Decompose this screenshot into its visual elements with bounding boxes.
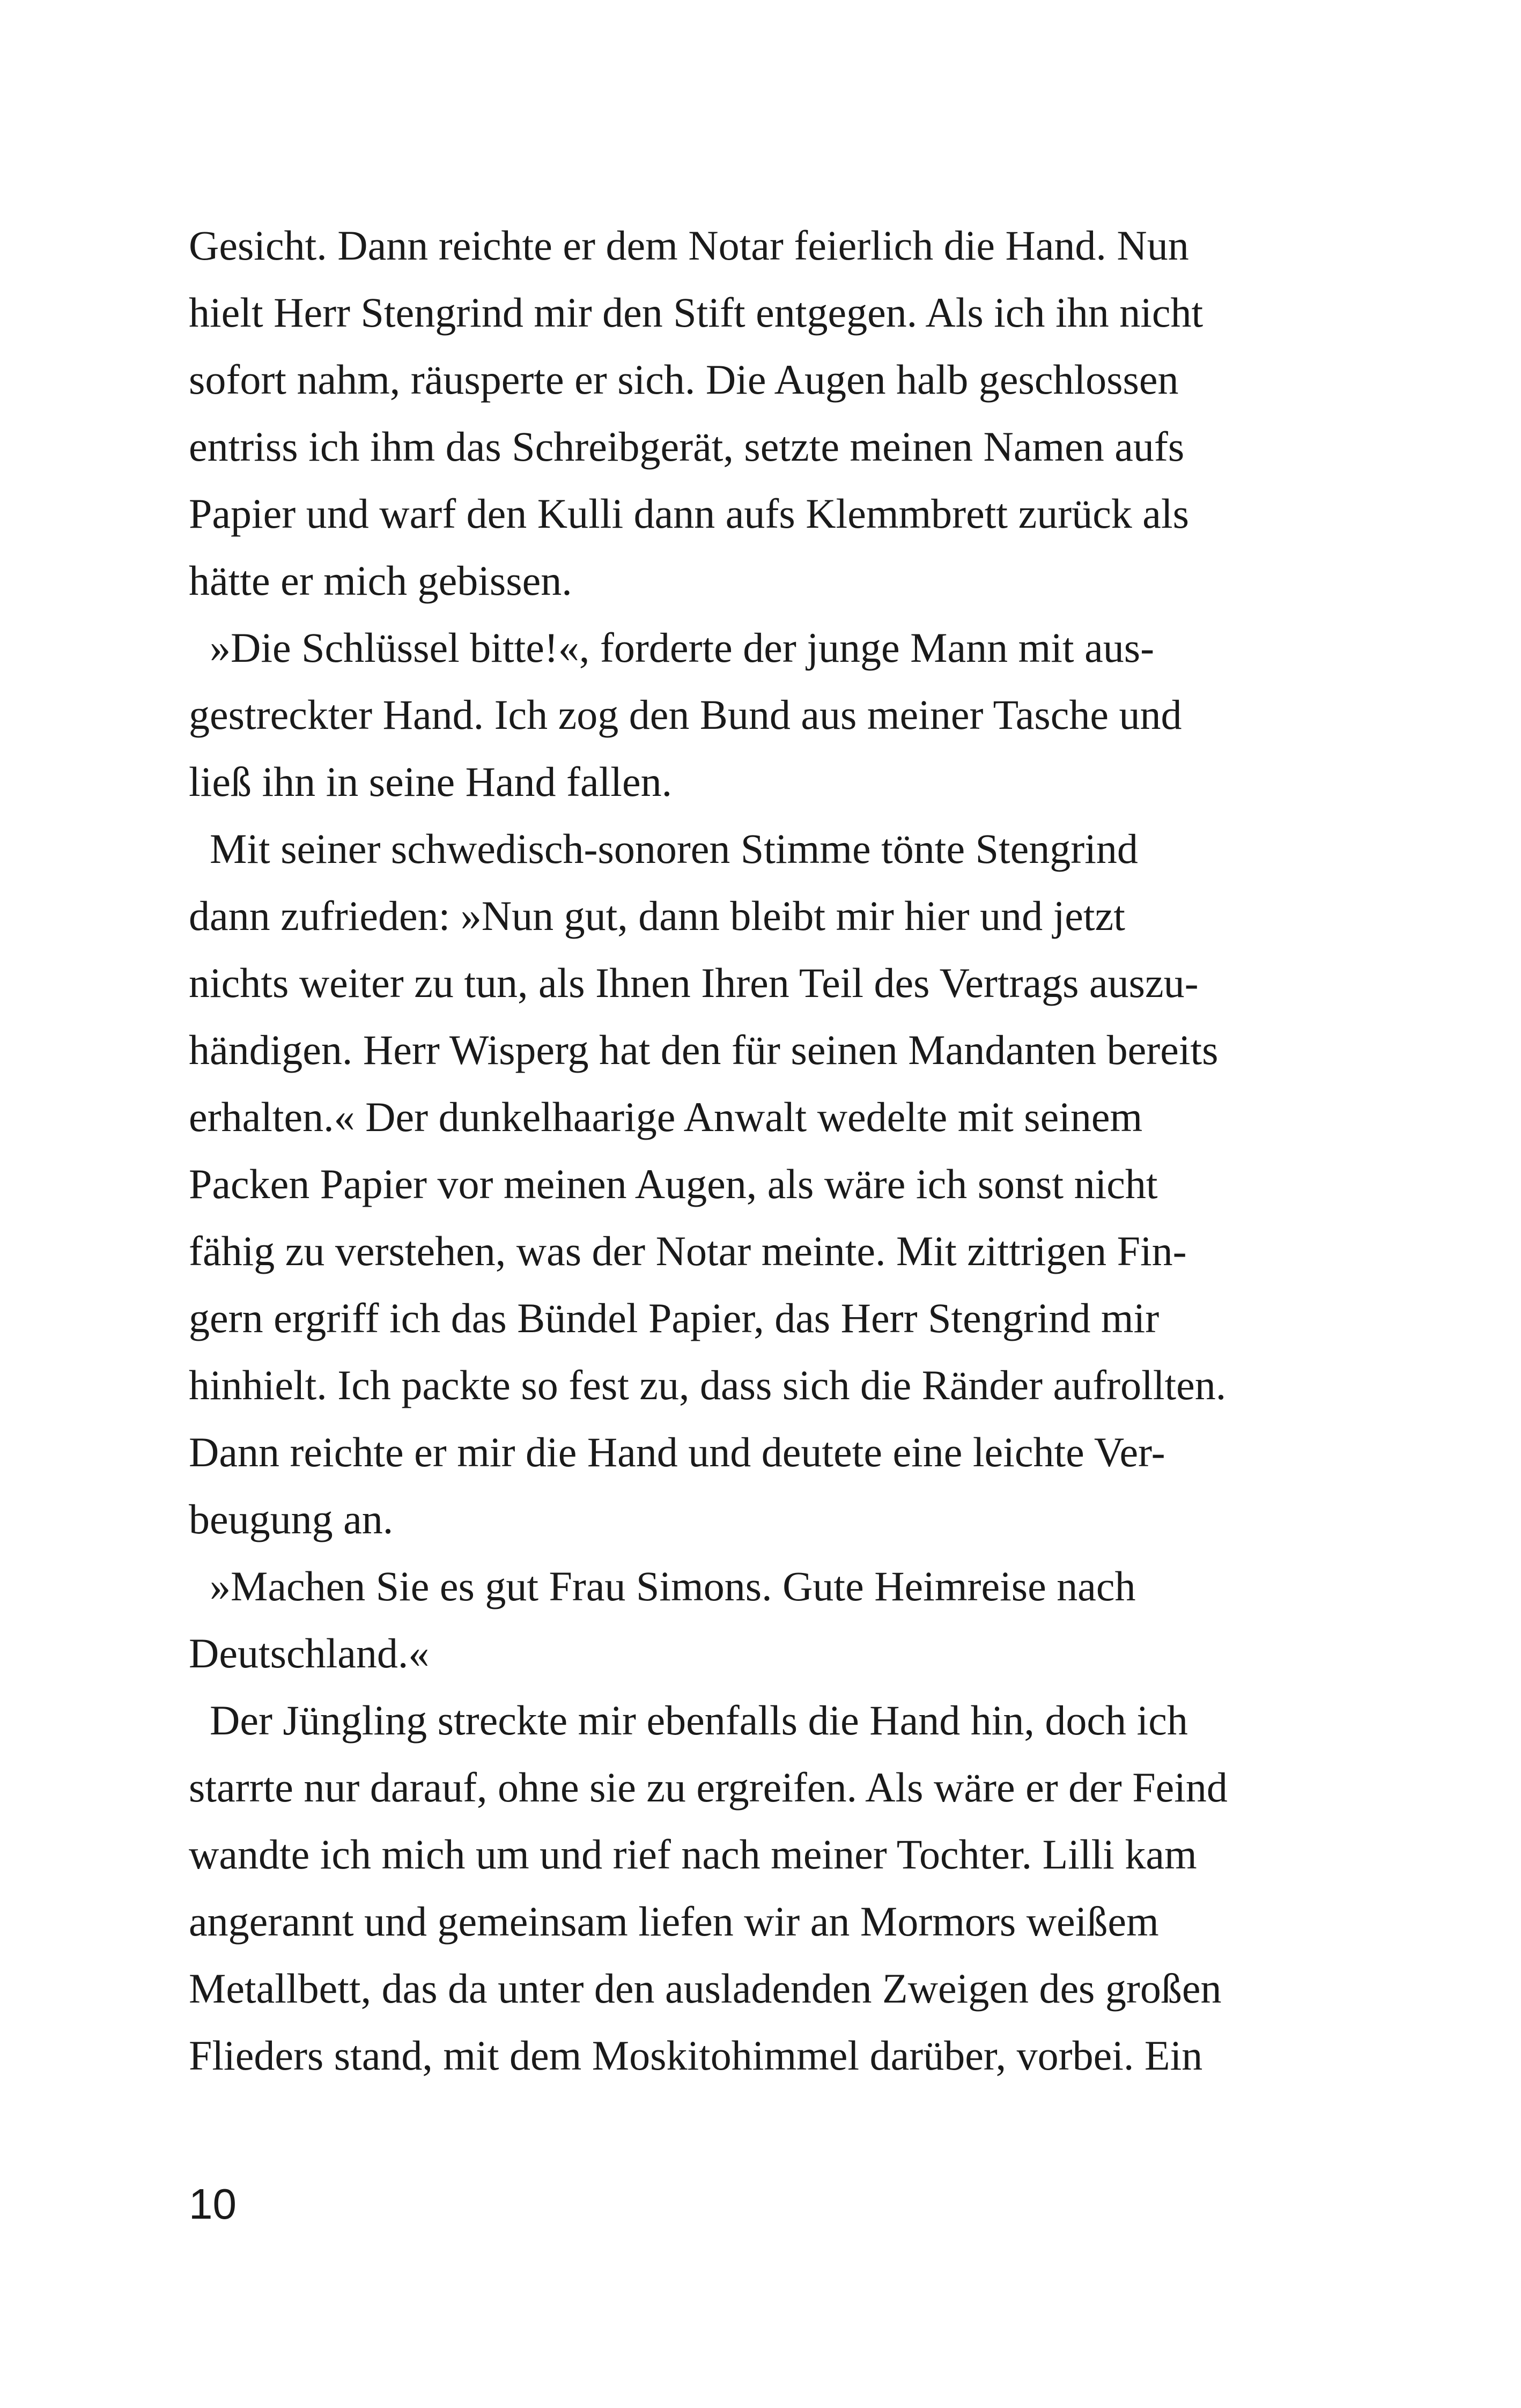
text-line: starrte nur darauf, ohne sie zu ergreifen. Als wäre er der Feind: [189, 1764, 1228, 1811]
text-line: beugung an.: [189, 1496, 394, 1542]
text-line: »Die Schlüssel bitte!«, forderte der junge Mann mit aus-: [189, 624, 1155, 671]
text-line: Mit seiner schwedisch-sonoren Stimme tönte Stengrind: [189, 825, 1138, 872]
text-line: Der Jüngling streckte mir ebenfalls die Hand hin, doch ich: [189, 1697, 1188, 1744]
page-number: 10: [189, 2180, 237, 2228]
text-line: Metallbett, das da unter den ausladenden Zweigen des großen: [189, 1965, 1222, 2012]
text-line: fähig zu verstehen, was der Notar meinte. Mit zittrigen Fin-: [189, 1228, 1187, 1274]
text-line: gestreckter Hand. Ich zog den Bund aus meiner Tasche und: [189, 691, 1182, 738]
text-line: Dann reichte er mir die Hand und deutete eine leichte Ver-: [189, 1429, 1165, 1475]
text-line: händigen. Herr Wisperg hat den für seinen Mandanten bereits: [189, 1026, 1219, 1073]
text-line: gern ergriff ich das Bündel Papier, das Herr Stengrind mir: [189, 1295, 1160, 1341]
text-line: Papier und warf den Kulli dann aufs Klemmbrett zurück als: [189, 490, 1189, 537]
body-text: [189, 212, 1272, 2089]
text-line: wandte ich mich um und rief nach meiner Tochter. Lilli kam: [189, 1831, 1197, 1878]
text-line: entriss ich ihm das Schreibgerät, setzte meinen Namen aufs: [189, 423, 1185, 470]
text-line: nichts weiter zu tun, als Ihnen Ihren Teil des Vertrags auszu-: [189, 959, 1199, 1006]
text-line: Gesicht. Dann reichte er dem Notar feierlich die Hand. Nun: [189, 222, 1189, 269]
text-line: angerannt und gemeinsam liefen wir an Mormors weißem: [189, 1898, 1159, 1945]
text-line: hätte er mich gebissen.: [189, 557, 572, 604]
text-line: erhalten.« Der dunkelhaarige Anwalt wedelte mit seinem: [189, 1094, 1143, 1140]
text-line: Flieders stand, mit dem Moskitohimmel darüber, vorbei. Ein: [189, 2032, 1203, 2079]
text-line: dann zufrieden: »Nun gut, dann bleibt mir hier und jetzt: [189, 892, 1125, 939]
text-line: hinhielt. Ich packte so fest zu, dass sich die Ränder aufrollten.: [189, 1362, 1227, 1408]
text-line: ließ ihn in seine Hand fallen.: [189, 758, 673, 805]
text-line: sofort nahm, räusperte er sich. Die Augen halb geschlossen: [189, 356, 1179, 403]
text-line: Packen Papier vor meinen Augen, als wäre ich sonst nicht: [189, 1161, 1158, 1207]
text-line: »Machen Sie es gut Frau Simons. Gute Heimreise nach: [189, 1563, 1136, 1609]
text-line: hielt Herr Stengrind mir den Stift entgegen. Als ich ihn nicht: [189, 289, 1203, 336]
text-line: Deutschland.«: [189, 1630, 430, 1676]
